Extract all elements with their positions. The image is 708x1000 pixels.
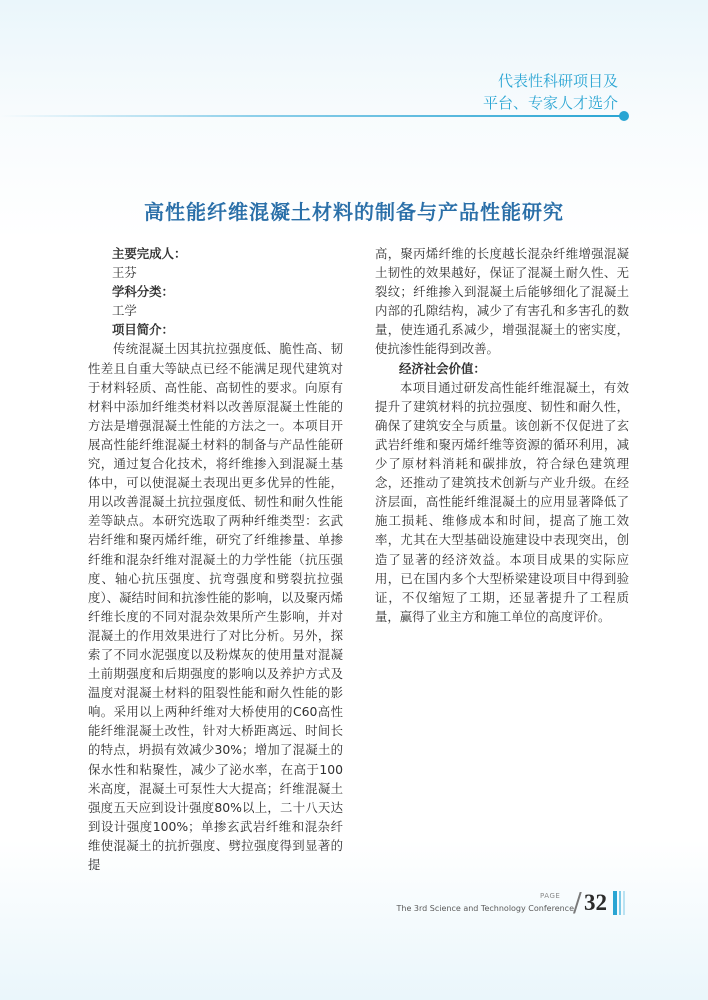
- footer-accent-bars: [613, 891, 625, 915]
- page-title: 高性能纤维混凝土材料的制备与产品性能研究: [144, 200, 564, 224]
- header-divider: [0, 115, 625, 117]
- section-header-line-1: 代表性科研项目及: [497, 72, 618, 90]
- main-completer-value: 王芬: [112, 265, 137, 281]
- right-column: [375, 244, 629, 626]
- discipline-value: 工学: [112, 303, 137, 319]
- header-divider-dot: [619, 111, 629, 121]
- section-header-line-2: 平台、专家人才选介: [482, 94, 618, 112]
- section-header: [483, 70, 618, 114]
- benefit-label: 经济社会价值：: [399, 360, 486, 376]
- page-number: 32: [584, 890, 607, 915]
- intro-paragraph: 传统混凝土因其抗拉强度低、脆性高、韧性差且自重大等缺点已经不能满足现代建筑对于材料轻质、高性能、高韧性的要求。向原有材料中添加纤维类材料以改善原混凝土性能的方法是增强混凝土性能的方法之一。本项目开展高性能纤维混凝土材料的制备与产品性能研究，通过复合化技术，将纤维掺入到混凝土基体中，可以使混凝土表现出更多优异的性能，用以改善混凝土抗拉强度低、韧性和耐久性能差等缺点。本研究选取了两种纤维类型：玄武岩纤维和聚丙烯纤维，研究了纤维掺量、单掺纤维和混杂纤维对混凝土的力学性能（抗压强度、轴心抗压强度、抗弯强度和劈裂抗拉强度）、凝结时间和抗渗性能的影响，以及聚丙烯纤维长度的不同对混杂效果所产生影响，并对混凝土的作用效果进行了对比分析。另外，探索了不同水泥强度以及粉煤灰的使用量对混凝土前期强度和后期强度的影响以及养护方式及温度对混凝土材料的阻裂性能和耐久性能的影响。采用以上两种纤维对大桥使用的C60高性能纤维混凝土改性，针对大桥距离远、时间长的特点，坍损有效减少30%；增加了混凝土的保水性和粘聚性，减少了泌水率，在高于100米高度，混凝土可泵性大大提高；纤维混凝土强度五天应到设计强度80%以上，二十八天达到设计强度100%；单掺玄武岩纤维和混杂纤维使混凝土的抗折强度、劈拉强度得到显著的提: [88, 341, 343, 872]
- benefit-paragraph: 本项目通过研发高性能纤维混凝土，有效提升了建筑材料的抗拉强度、韧性和耐久性，确保了建筑安全与质量。该创新不仅促进了玄武岩纤维和聚丙烯纤维等资源的循环利用，减少了原材料消耗和碳排放，符合绿色建筑理念，还推动了建筑技术创新与产业升级。在经济层面，高性能纤维混凝土的应用显著降低了施工损耗、维修成本和时间，提高了施工效率，尤其在大型基础设施建设中表现突出，创造了显著的经济效益。本项目成果的实际应用，已在国内多个大型桥梁建设项目中得到验证，不仅缩短了工期，还显著提升了工程质量，赢得了业主方和施工单位的高度评价。: [375, 379, 629, 624]
- intro-paragraph-continued: 高，聚丙烯纤维的长度越长混杂纤维增强混凝土韧性的效果越好，保证了混凝土耐久性、无裂纹；纤维掺入到混凝土后能够细化了混凝土内部的孔隙结构，减少了有害孔和多害孔的数量，使连通孔系减少，增强混凝土的密实度，使抗渗性能得到改善。: [375, 246, 629, 357]
- main-completer-label: 主要完成人：: [112, 246, 187, 261]
- intro-label: 项目简介：: [112, 322, 174, 338]
- footer-page-label: PAGE: [540, 892, 561, 900]
- discipline-label: 学科分类：: [112, 284, 174, 300]
- footer-slash: /: [573, 888, 582, 918]
- left-column: [88, 244, 343, 874]
- footer-conference-name: The 3rd Science and Technology Conference: [396, 904, 574, 913]
